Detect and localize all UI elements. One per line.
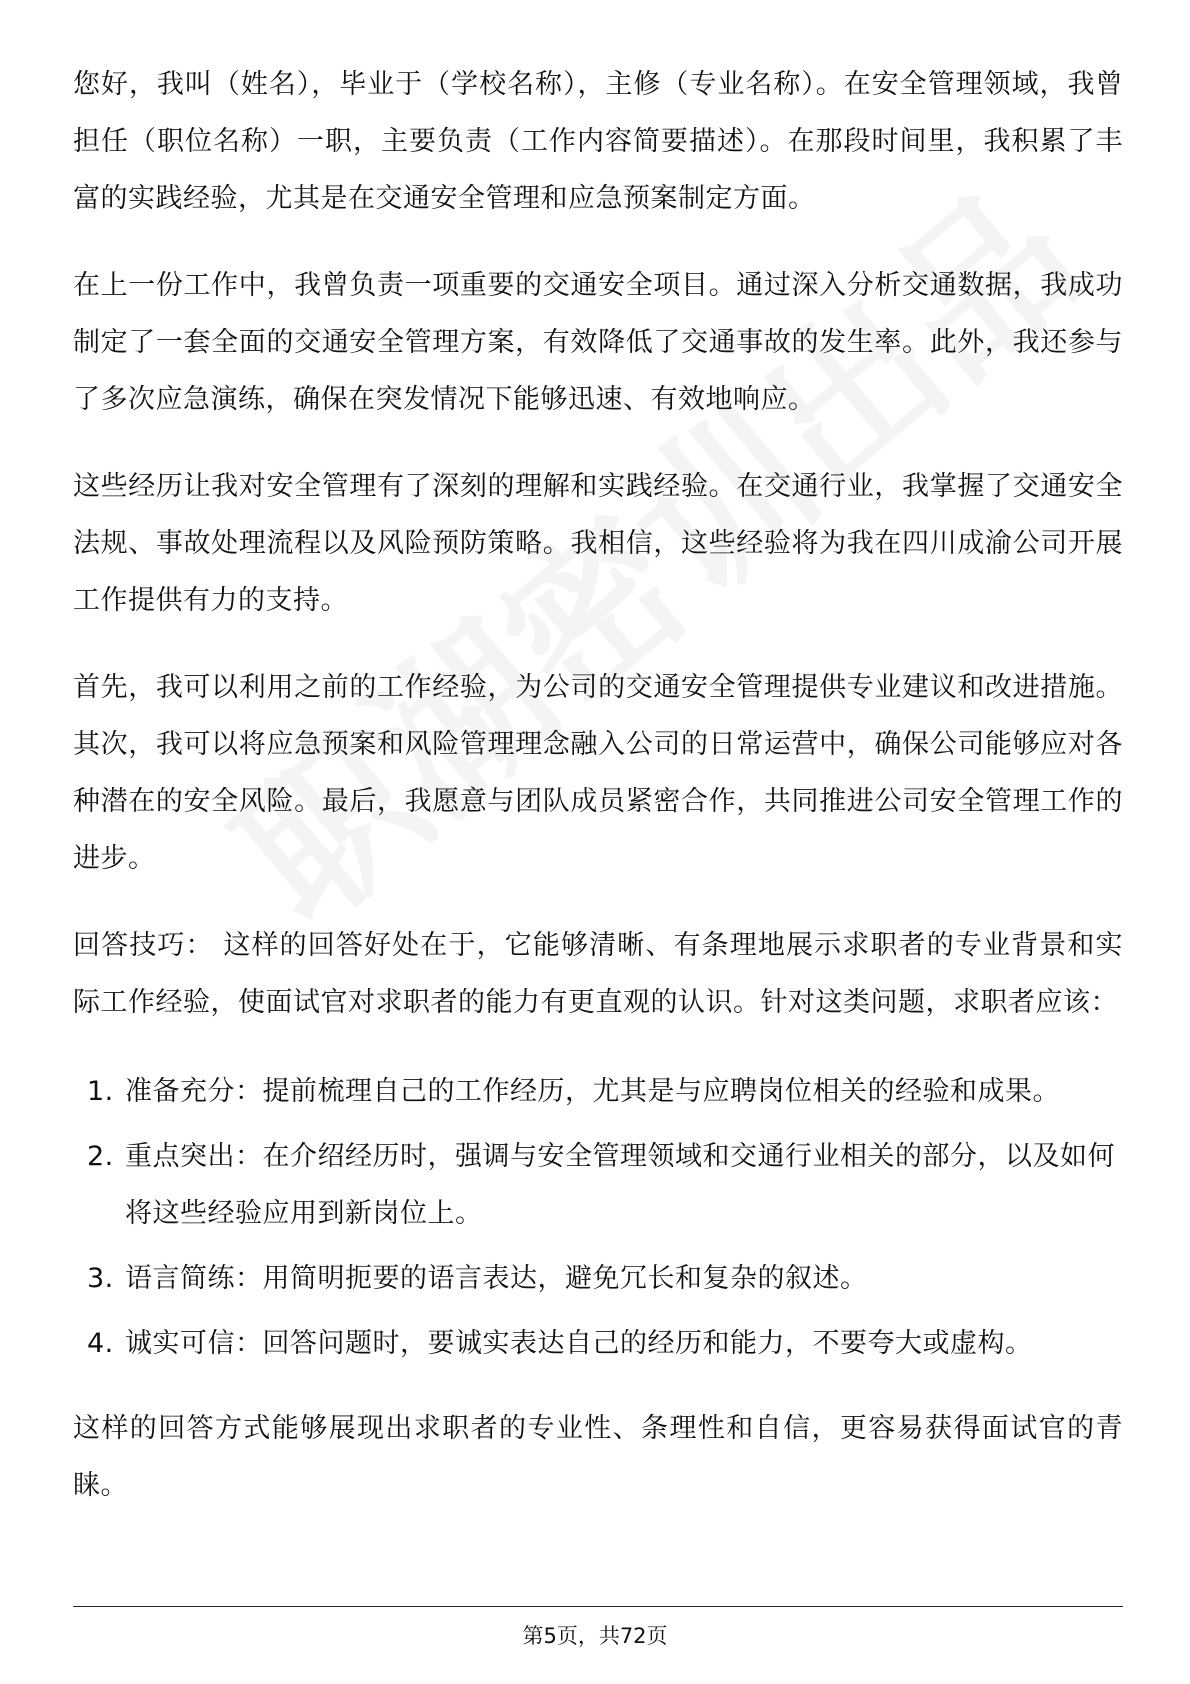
list-item-number: 2. [87,1141,114,1172]
document-body [73,56,1123,1544]
list-item-number: 4. [87,1328,114,1359]
list-item-text: 诚实可信：回答问题时，要诚实表达自己的经历和能力，不要夸大或虚构。 [125,1328,1033,1359]
paragraph-contribution: 首先，我可以利用之前的工作经验，为公司的交通安全管理提供专业建议和改进措施。其次，我可以将应急预案和风险管理理念融入公司的日常运营中，确保公司能够应对各种潜在的安全风险。最后，我愿意与团队成员紧密合作，共同推进公司安全管理工作的进步。 [73,672,1123,874]
list-item [73,1128,1123,1242]
list-item-text: 准备充分：提前梳理自己的工作经历，尤其是与应聘岗位相关的经验和成果。 [125,1076,1060,1107]
list-item-text: 重点突出：在介绍经历时，强调与安全管理领域和交通行业相关的部分，以及如何将这些经验应用到新岗位上。 [125,1141,1115,1229]
page-number: 第5页，共72页 [522,1624,668,1648]
list-item [73,1063,1123,1120]
footer-divider [73,1606,1123,1607]
paragraph-intro: 您好，我叫（姓名），毕业于（学校名称），主修（专业名称）。在安全管理领域，我曾担任（职位名称）一职，主要负责（工作内容简要描述）。在那段时间里，我积累了丰富的实践经验，尤其是在交通安全管理和应急预案制定方面。 [73,69,1123,214]
tips-list [73,1063,1123,1372]
list-item [73,1315,1123,1372]
list-item-number: 3. [87,1263,114,1294]
list-item [73,1250,1123,1307]
paragraph-experience: 这些经历让我对安全管理有了深刻的理解和实践经验。在交通行业，我掌握了交通安全法规、事故处理流程以及风险预防策略。我相信，这些经验将为我在四川成渝公司开展工作提供有力的支持。 [73,471,1123,616]
list-item-text: 语言简练：用简明扼要的语言表达，避免冗长和复杂的叙述。 [125,1263,868,1294]
tips-intro: 回答技巧： 这样的回答好处在于，它能够清晰、有条理地展示求职者的专业背景和实际工作经验，使面试官对求职者的能力有更直观的认识。针对这类问题，求职者应该： [73,930,1123,1018]
list-item-number: 1. [87,1076,114,1107]
paragraph-previous-job: 在上一份工作中，我曾负责一项重要的交通安全项目。通过深入分析交通数据，我成功制定了一套全面的交通安全管理方案，有效降低了交通事故的发生率。此外，我还参与了多次应急演练，确保在突发情况下能够迅速、有效地响应。 [73,270,1123,415]
paragraph-conclusion: 这样的回答方式能够展现出求职者的专业性、条理性和自信，更容易获得面试官的青睐。 [73,1413,1123,1501]
